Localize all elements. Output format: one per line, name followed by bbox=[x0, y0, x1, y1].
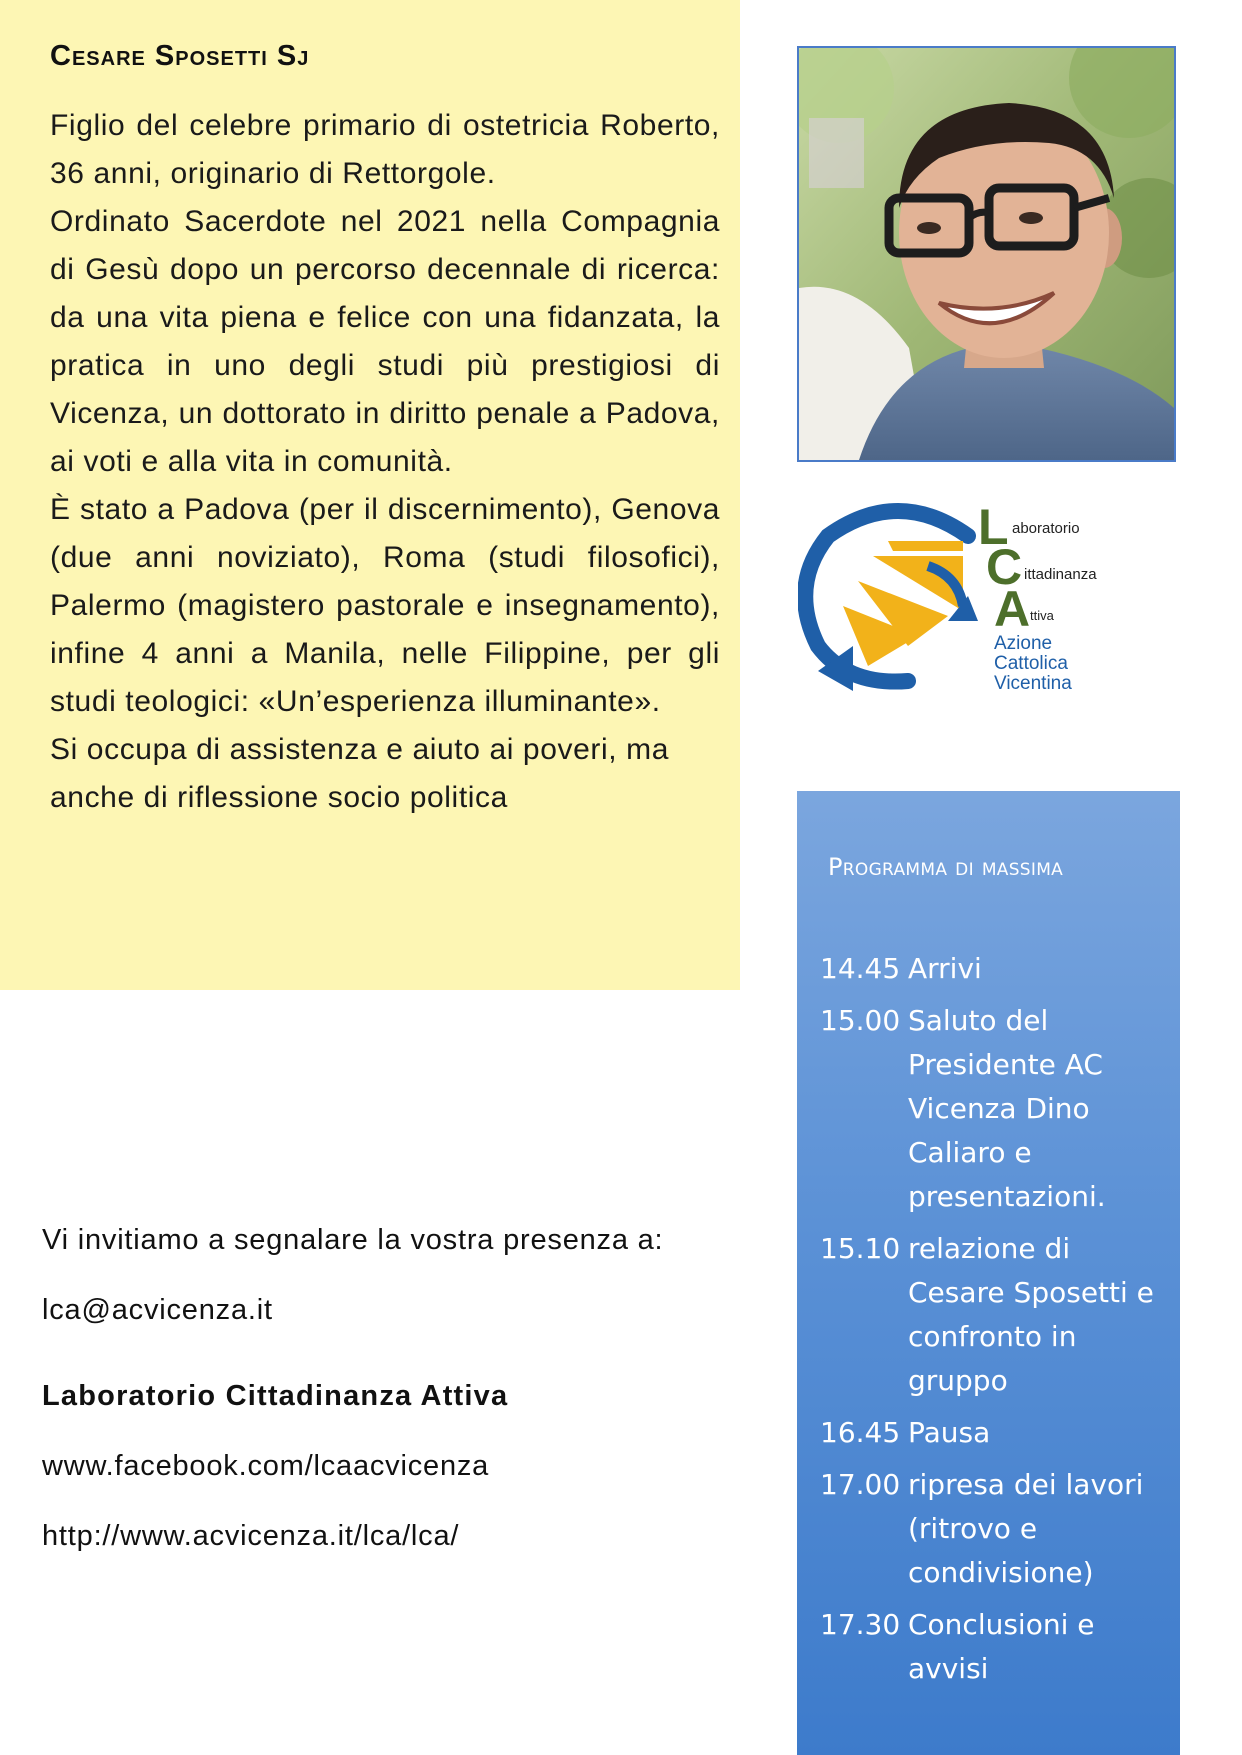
bio-title: Cesare Sposetti Sj bbox=[50, 40, 310, 72]
logo-letter-a: A bbox=[994, 581, 1031, 637]
program-item bbox=[820, 1411, 1170, 1455]
program-description: relazione di Cesare Sposetti e confronto in gruppo bbox=[908, 1232, 1154, 1397]
program-title: Programma di massima bbox=[828, 853, 1064, 881]
bio-paragraph: È stato a Padova (per il discernimento), Genova (due anni noviziato), Roma (studi filosofici), Palermo (magistero pastorale e insegnamento), infine 4 anni a Manila, nelle Filippine, per gli studi teologici: «Un’esperienza illuminante». bbox=[50, 493, 720, 718]
organization-name: Laboratorio Cittadinanza Attiva bbox=[42, 1380, 509, 1412]
program-list bbox=[820, 947, 1170, 1699]
email-link[interactable]: lca@acvicenza.it bbox=[42, 1294, 273, 1326]
logo-word-attiva: ttiva bbox=[1030, 608, 1054, 623]
logo-letter-c: C bbox=[986, 539, 1023, 595]
program-item bbox=[820, 1603, 1170, 1691]
bio-text bbox=[50, 102, 720, 822]
program-panel bbox=[797, 791, 1180, 1755]
program-item bbox=[820, 1227, 1170, 1403]
portrait-photo bbox=[797, 46, 1176, 462]
program-item bbox=[820, 947, 1170, 991]
facebook-link[interactable]: www.facebook.com/lcaacvicenza bbox=[42, 1450, 490, 1482]
logo-word-cittadinanza: ittadinanza bbox=[1024, 566, 1097, 583]
program-time: 15.00 bbox=[820, 1004, 901, 1037]
lca-logo bbox=[798, 496, 1168, 696]
invite-text: Vi invitiamo a segnalare la vostra presenza a: bbox=[42, 1224, 664, 1256]
program-description: Pausa bbox=[908, 1416, 991, 1449]
program-time: 17.00 bbox=[820, 1468, 901, 1501]
program-description: Arrivi bbox=[908, 952, 982, 985]
program-time: 17.30 bbox=[820, 1608, 901, 1641]
portrait-illustration bbox=[799, 48, 1174, 460]
program-description: ripresa dei lavori (ritrovo e condivisione) bbox=[908, 1468, 1144, 1589]
bio-paragraph: Si occupa di assistenza e aiuto ai poveri, ma anche di riflessione socio politica bbox=[50, 733, 669, 814]
program-description: Saluto del Presidente AC Vicenza Dino Caliaro e presentazioni. bbox=[908, 1004, 1106, 1213]
logo-org-line: Azione bbox=[994, 633, 1053, 654]
program-time: 14.45 bbox=[820, 952, 901, 985]
logo-word-laboratorio: aboratorio bbox=[1012, 520, 1080, 537]
program-time: 15.10 bbox=[820, 1232, 901, 1265]
program-item bbox=[820, 1463, 1170, 1595]
logo-org-line: Cattolica bbox=[994, 653, 1068, 674]
logo-letter-l: L bbox=[978, 499, 1009, 555]
logo-emblem-icon bbox=[798, 496, 978, 696]
bio-panel bbox=[0, 0, 740, 990]
logo-organization bbox=[994, 634, 1072, 694]
logo-org-line: Vicentina bbox=[994, 673, 1072, 694]
bio-paragraph: Figlio del celebre primario di ostetricia Roberto, 36 anni, originario di Rettorgole. bbox=[50, 109, 720, 190]
program-time: 16.45 bbox=[820, 1416, 901, 1449]
program-description: Conclusioni e avvisi bbox=[908, 1608, 1095, 1685]
bio-paragraph: Ordinato Sacerdote nel 2021 nella Compagnia di Gesù dopo un percorso decennale di ricerca: da una vita piena e felice con una fidanzata, la pratica in uno degli studi più prestigiosi di Vicenza, un dottorato in diritto penale a Padova, ai voti e alla vita in comunità. bbox=[50, 205, 720, 478]
website-link[interactable]: http://www.acvicenza.it/lca/lca/ bbox=[42, 1520, 460, 1552]
program-item bbox=[820, 999, 1170, 1219]
